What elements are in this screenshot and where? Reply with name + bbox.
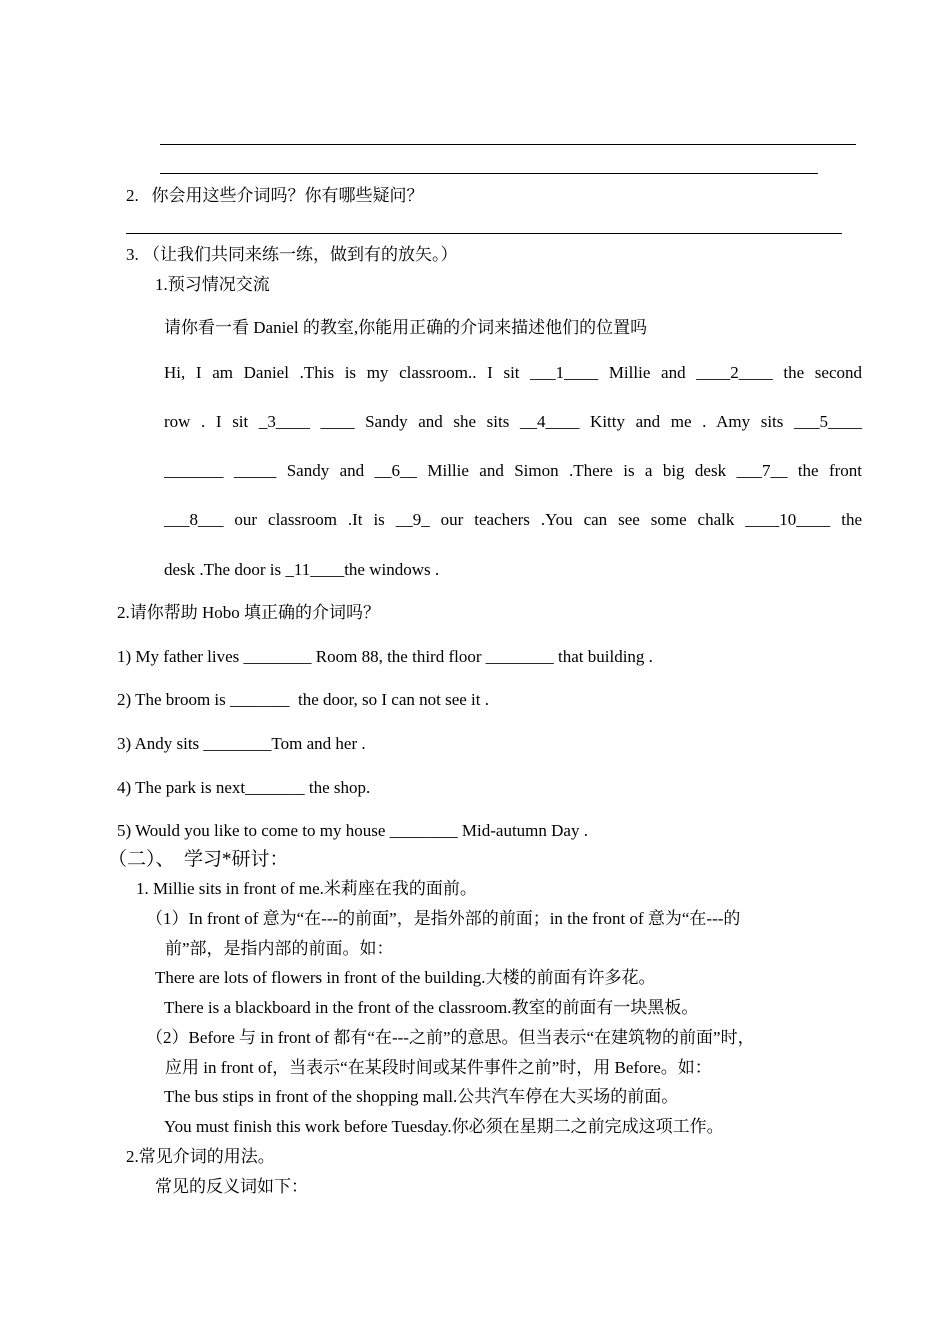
- study-line: The bus stips in front of the shopping mall.公共汽车停在大买场的前面。: [164, 1087, 679, 1106]
- passage-line: Hi, I am Daniel .This is my classroom.. I sit ___1____ Millie and ____2____ the second: [164, 363, 862, 382]
- study-line: You must finish this work before Tuesday.你必须在星期二之前完成这项工作。: [164, 1117, 724, 1136]
- study-heading: （二）、 学习*研讨：: [108, 849, 289, 870]
- exercise-item: 5) Would you like to come to my house ________ Mid-autumn Day .: [117, 821, 588, 840]
- study-line: 应用 in front of，当表示“在某段时间或某件事件之前”时，用 Before。如：: [165, 1058, 712, 1077]
- exercise-2-title: 2.请你帮助 Hobo 填正确的介词吗？: [117, 603, 381, 622]
- passage-line: desk .The door is _11____the windows .: [164, 560, 440, 579]
- exercise-item: 3) Andy sits ________Tom and her .: [117, 734, 366, 753]
- study-line: （2）Before 与 in front of 都有“在---之前”的意思。但当表示“在建筑物的前面”时，: [146, 1028, 755, 1047]
- study-line: 前”部，是指内部的前面。如：: [165, 939, 394, 958]
- passage-line: _______ _____ Sandy and __6__ Millie and Simon .There is a big desk ___7__ the front: [164, 461, 862, 480]
- study-line: 1. Millie sits in front of me.米莉座在我的面前。: [136, 879, 477, 898]
- question-3: 3. （让我们共同来练一练，做到有的放矢。）: [126, 245, 458, 264]
- exercise-item: 4) The park is next_______ the shop.: [117, 778, 371, 797]
- study-line: There is a blackboard in the front of the classroom.教室的前面有一块黑板。: [164, 998, 699, 1017]
- passage-line: ___8___ our classroom .It is __9_ our teachers .You can see some chalk ____10____ the: [164, 510, 862, 529]
- exercise-item: 2) The broom is _______ the door, so I can not see it .: [117, 690, 489, 709]
- question-2: 2. 你会用这些介词吗？你有哪些疑问？: [126, 186, 424, 205]
- passage-prompt: 请你看一看 Daniel 的教室,你能用正确的介词来描述他们的位置吗: [164, 318, 648, 337]
- exercise-item: 1) My father lives ________ Room 88, the third floor ________ that building .: [117, 647, 653, 666]
- study-line: 常见的反义词如下：: [155, 1177, 308, 1196]
- study-line: 2.常见介词的用法。: [126, 1147, 275, 1166]
- answer-line-2[interactable]: [160, 173, 818, 174]
- study-line: There are lots of flowers in front of the building.大楼的前面有许多花。: [155, 968, 656, 987]
- answer-line-3[interactable]: [126, 233, 842, 234]
- answer-line-1[interactable]: [160, 144, 856, 145]
- subheading-preview: 1.预习情况交流: [155, 275, 270, 294]
- study-line: （1）In front of 意为“在---的前面”，是指外部的前面；in the front of 意为“在---的: [146, 909, 741, 928]
- passage-line: row . I sit _3____ ____ Sandy and she sits __4____ Kitty and me . Amy sits ___5____: [164, 412, 862, 431]
